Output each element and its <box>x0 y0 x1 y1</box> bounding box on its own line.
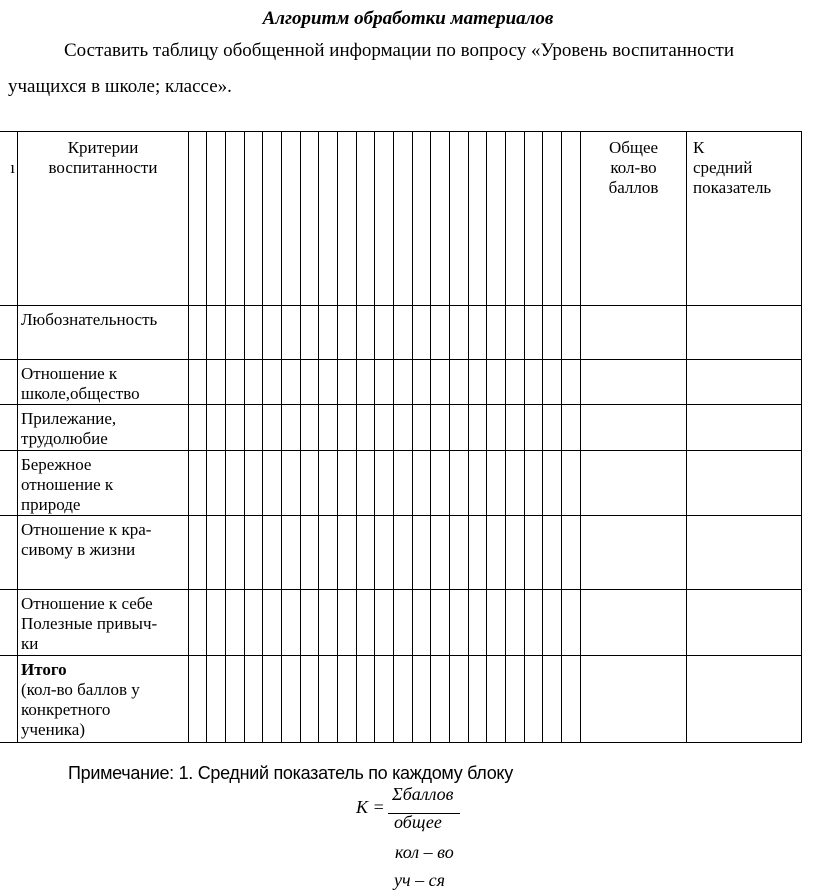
table-header-row <box>0 132 802 306</box>
criterion-cell: Прилежание, трудолюбие <box>18 405 189 451</box>
formula-denominator-1: общее <box>394 812 442 832</box>
table-row <box>0 451 802 516</box>
header-average-k: К средний показатель <box>687 132 802 306</box>
criterion-cell: Любознательность <box>18 306 189 360</box>
header-first-cell: ı <box>0 132 18 306</box>
table-total-row <box>0 656 802 743</box>
header-criteria: Критерии воспитанности <box>18 132 189 306</box>
intro-text-line-1: Составить таблицу обобщенной информации по вопросу «Уровень воспитанности <box>64 40 734 61</box>
formula-numerator: Σбаллов <box>392 784 454 804</box>
criterion-cell: Бережное отношение к природе <box>18 451 189 516</box>
table-row <box>0 306 802 360</box>
formula-denominator-2: кол – во <box>395 842 454 862</box>
total-cell: Итого (кол-во баллов у конкретного ученика) <box>18 656 189 743</box>
table-row <box>0 516 802 590</box>
table-row <box>0 405 802 451</box>
formula-k: K = <box>356 797 385 817</box>
criterion-cell: Отношение к кра- сивому в жизни <box>18 516 189 590</box>
table-row <box>0 590 802 656</box>
header-total-points: Общее кол-во баллов <box>581 132 687 306</box>
table-row <box>0 360 802 405</box>
note-text: Примечание: 1. Средний показатель по каждому блоку <box>68 763 513 783</box>
formula-denominator-3: уч – ся <box>394 870 445 890</box>
intro-text-line-2: учащихся в школе; классе». <box>8 76 232 97</box>
summary-table <box>0 131 802 743</box>
document-title: Алгоритм обработки материалов <box>262 8 554 29</box>
criterion-cell: Отношение к школе,общество <box>18 360 189 405</box>
criterion-cell: Отношение к себе Полезные привыч- ки <box>18 590 189 656</box>
